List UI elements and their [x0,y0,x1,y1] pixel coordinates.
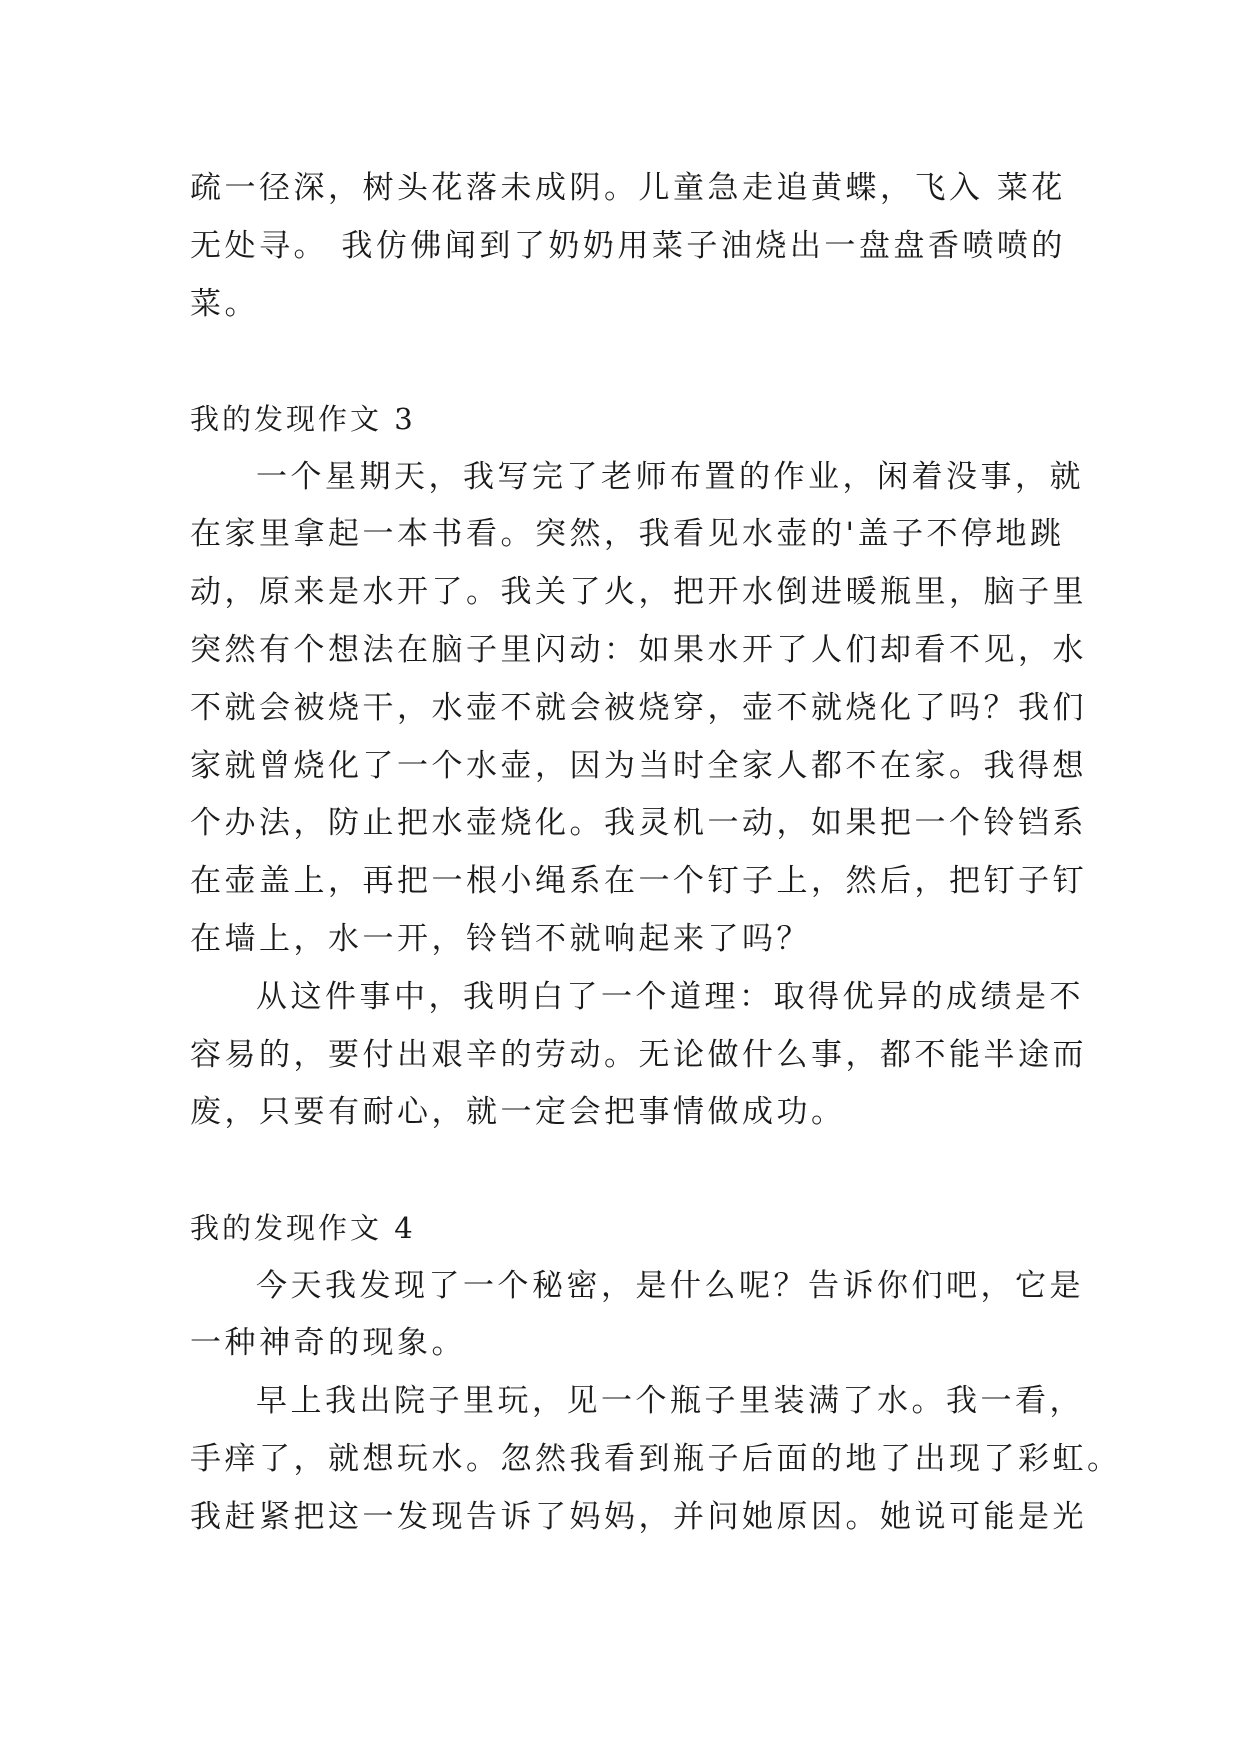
paragraph-line: 手痒了，就想玩水。忽然我看到瓶子后面的地了出现了彩虹。 [190,1441,1122,1477]
paragraph-line: 容易的，要付出艰辛的劳动。无论做什么事，都不能半途而 [190,1037,1087,1073]
paragraph-line: 在壶盖上，再把一根小绳系在一个钉子上，然后，把钉子钉 [190,863,1087,899]
paragraph-line: 动，原来是水开了。我关了火，把开水倒进暖瓶里，脑子里 [190,574,1087,610]
paragraph-line: 个办法，防止把水壶烧化。我灵机一动，如果把一个铃铛系 [190,805,1087,841]
paragraph-line: 家就曾烧化了一个水壶，因为当时全家人都不在家。我得想 [190,748,1087,784]
paragraph-line: 从这件事中，我明白了一个道理：取得优异的成绩是不 [256,979,1084,1015]
section-title: 我的发现作文 3 [190,402,416,436]
paragraph-line: 在家里拿起一本书看。突然，我看见水壶的'盖子不停地跳 [190,516,1065,552]
section-title: 我的发现作文 4 [190,1211,416,1245]
paragraph-line: 菜。 [190,286,259,322]
paragraph-line: 在墙上，水一开，铃铛不就响起来了吗？ [190,921,811,957]
paragraph-line: 不就会被烧干，水壶不就会被烧穿，壶不就烧化了吗？我们 [190,690,1087,726]
paragraph-line: 一种神奇的现象。 [190,1325,466,1361]
paragraph-line: 一个星期天，我写完了老师布置的作业，闲着没事，就 [256,459,1084,495]
paragraph-line: 无处寻。 我仿佛闻到了奶奶用菜子油烧出一盘盘香喷喷的 [190,228,1066,264]
paragraph-line: 废，只要有耐心，就一定会把事情做成功。 [190,1094,846,1130]
paragraph-line: 早上我出院子里玩，见一个瓶子里装满了水。我一看， [256,1383,1084,1419]
paragraph-line: 我赶紧把这一发现告诉了妈妈，并问她原因。她说可能是光 [190,1499,1087,1535]
paragraph-line: 疏一径深，树头花落未成阴。儿童急走追黄蝶，飞入 菜花 [190,170,1066,206]
paragraph-line: 突然有个想法在脑子里闪动：如果水开了人们却看不见，水 [190,632,1087,668]
paragraph-line: 今天我发现了一个秘密，是什么呢？告诉你们吧，它是 [256,1268,1084,1304]
